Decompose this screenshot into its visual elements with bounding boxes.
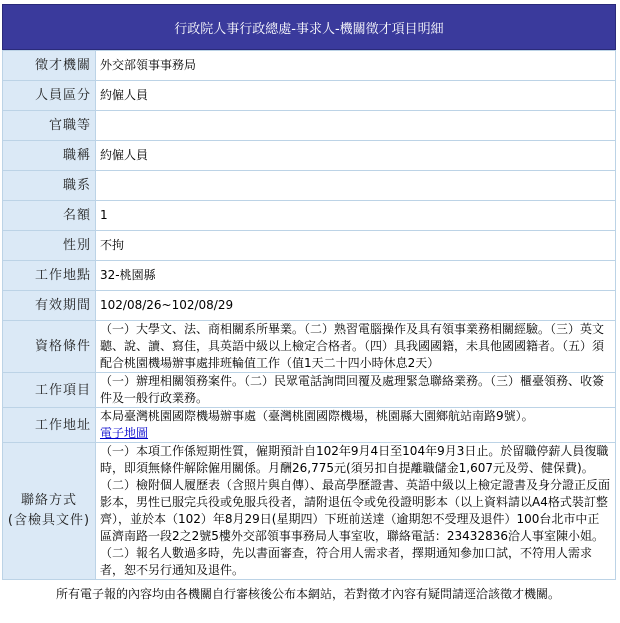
address-text: 本局臺灣桃園國際機場辦事處（臺灣桃園國際機場，桃園縣大園鄉航站南路9號）。 [100,409,534,423]
label-quota: 名額 [3,201,96,231]
value-series [96,171,616,201]
label-contact [3,443,96,580]
row-rank [3,111,616,141]
value-location: 32-桃園縣 [96,261,616,291]
value-contact: （一）本項工作係短期性質，僱期預計自102年9月4日至104年9月3日止。於留職停薪人員復職時，即須無條件解除僱用關係。月酬26,775元(須另扣自提離職儲金1,607元及勞、健保費)。（二）檢附個人履歷表（含照片與自傳）、最高學歷證書、英語中級以上檢定證書及身分證正反面影本，男性已服完兵役或免服兵役者，請附退伍令或免役證明影本（以上資料請以A4格式裝訂整齊），並於本（102）年8月29日(星期四）下班前送達（逾期恕不受理及退件）100台北市中正區濟南路一段2之2號5樓外交部領事事務局人事室收，聯絡電話：23432836洽人事室陳小姐。（二）報名人數過多時，先以書面審查，符合用人需求者，擇期通知參加口試，不符用人需求者，恕不另行通知及退件。 [96,443,616,580]
row-series [3,171,616,201]
value-quota: 1 [96,201,616,231]
row-gender [3,231,616,261]
label-duties: 工作項目 [3,373,96,408]
value-title: 約僱人員 [96,141,616,171]
label-agency: 徵才機關 [3,51,96,81]
label-rank: 官職等 [3,111,96,141]
row-period [3,291,616,321]
value-agency: 外交部領事事務局 [96,51,616,81]
label-gender: 性別 [3,231,96,261]
row-duties [3,373,616,408]
row-address [3,408,616,443]
contact-sublabel: (含檢具文件) [7,513,91,528]
label-title: 職稱 [3,141,96,171]
value-category: 約僱人員 [96,81,616,111]
row-quota [3,201,616,231]
row-contact [3,443,616,580]
row-qualifications [3,321,616,373]
value-rank [96,111,616,141]
row-category [3,81,616,111]
footer-note: 所有電子報的內容均由各機關自行審核後公布本網站，若對徵才內容有疑問請逕洽該徵才機關。 [55,586,560,601]
label-qualifications: 資格條件 [3,321,96,373]
value-duties: （一）辦理相關領務案件。（二）民眾電話詢問回覆及處理緊急聯絡業務。（三）櫃臺領務、收簽件及一般行政業務。 [96,373,616,408]
map-link[interactable]: 電子地圖 [100,426,149,440]
value-gender: 不拘 [96,231,616,261]
page-title: 行政院人事行政總處-事求人-機關徵才項目明細 [2,4,616,50]
contact-label: 聯絡方式 [20,493,77,508]
row-agency [3,51,616,81]
row-location [3,261,616,291]
label-address: 工作地址 [3,408,96,443]
value-period: 102/08/26~102/08/29 [96,291,616,321]
label-category: 人員區分 [3,81,96,111]
value-qualifications: （一）大學文、法、商相關系所畢業。（二）熟習電腦操作及具有領事業務相關經驗。（三）英文聽、說、讀、寫佳，具英語中級以上檢定合格者。（四）具我國國籍，未具他國國籍者。（五）須配合桃園機場辦事處排班輪值工作（值1天二十四小時休息2天） [96,321,616,373]
row-title [3,141,616,171]
value-address [96,408,616,443]
label-series: 職系 [3,171,96,201]
label-period: 有效期間 [3,291,96,321]
label-location: 工作地點 [3,261,96,291]
job-detail-table [2,50,616,580]
